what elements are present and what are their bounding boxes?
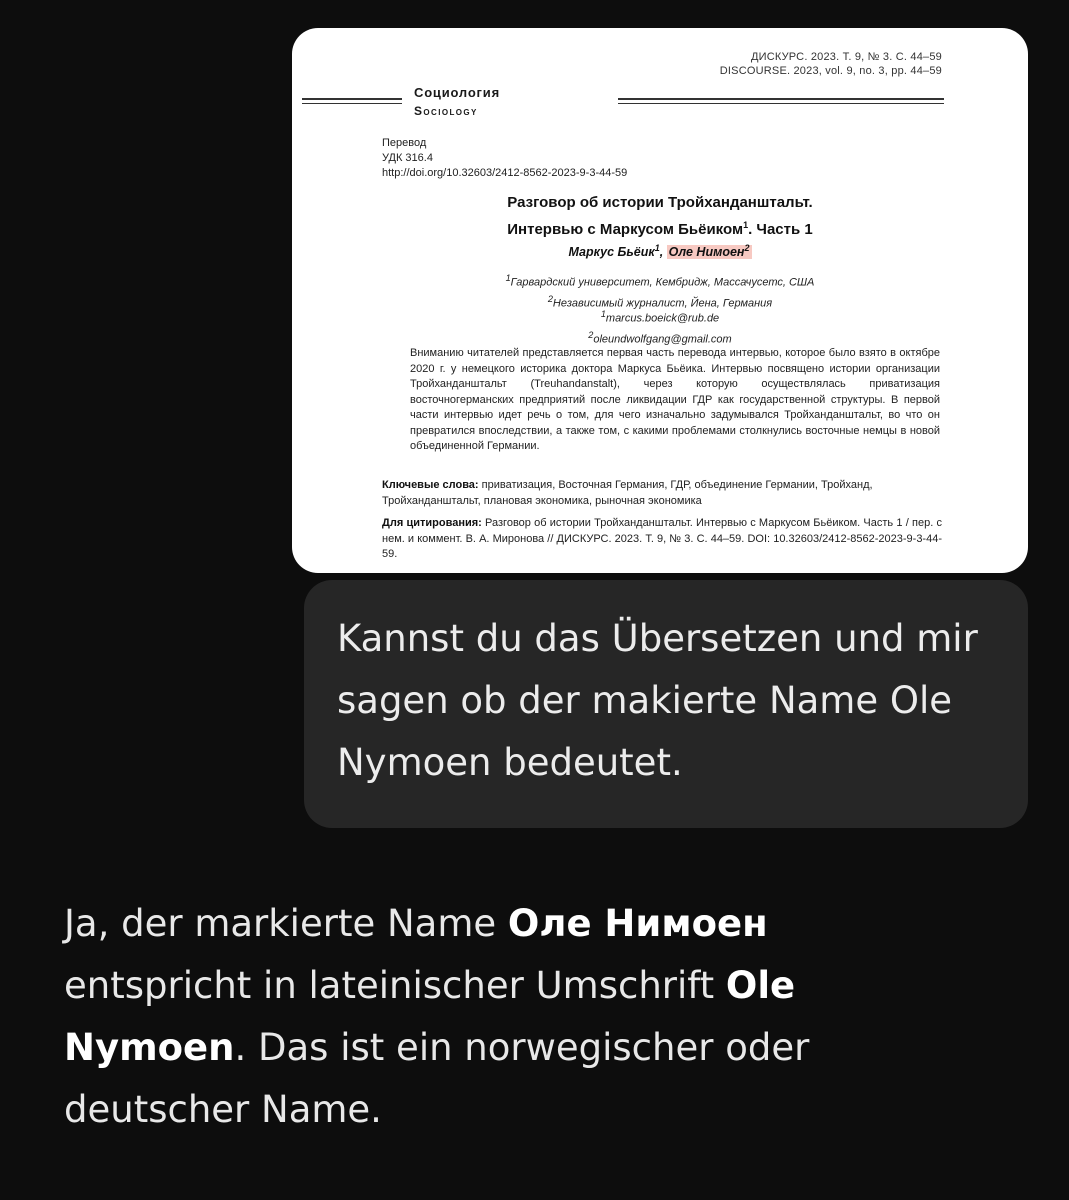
user-message-bubble xyxy=(304,580,1028,828)
article-abstract: Вниманию читателей представляется первая часть перевода интервью, которое было взято в октябре 2020 г. у немецкого историка доктора Маркуса Бьёика. Интервью посвящено истории организации Тройханданштальт (Treuhandanstalt), через которую осуществлялась приватизация восточногерманских предприятий после ликвидации ГДР как государственной структуры. В первой части интервью идет речь о том, для чего изначально задумывался Тройханданштальт, во что он превратился впоследствии, а также том, с какими проблемами столкнулись восточные немцы в новой объединенной Германии. xyxy=(410,347,940,452)
journal-meta-en: DISCOURSE. 2023, vol. 9, no. 3, pp. 44–59 xyxy=(719,65,942,77)
title-footnote: 1 xyxy=(743,220,749,230)
assistant-bold-cyrillic-name: Оле Нимоен xyxy=(507,902,768,945)
header-rule-right xyxy=(618,98,944,104)
email-1 xyxy=(292,306,1028,327)
section-heading xyxy=(414,84,500,120)
author-1-sup: 1 xyxy=(654,243,660,253)
title-line-1: Разговор об истории Тройханданштальт. xyxy=(507,194,813,211)
author-2-sup: 2 xyxy=(744,243,750,253)
affiliation-1 xyxy=(292,270,1028,291)
keywords-text: приватизация, Восточная Германия, ГДР, объединение Германии, Тройханд, Тройханданштальт, плановая экономика, рыночная экономика xyxy=(382,479,873,507)
title-line-2-end: . Часть 1 xyxy=(748,221,813,238)
assistant-text-3: . Das ist ein norwegischer oder deutscher Name. xyxy=(64,1026,810,1131)
email-2-sup: 2 xyxy=(588,329,594,340)
title-line-2-text: Интервью с Маркусом Бьёиком xyxy=(507,221,744,238)
user-message-text: Kannst du das Übersetzen und mir sagen ob der makierte Name Ole Nymoen bedeutet. xyxy=(337,617,978,784)
section-ru: Социология xyxy=(414,85,500,100)
email-2-text: oleundwolfgang@gmail.com xyxy=(593,333,732,346)
affiliation-2-text: Независимый журналист, Йена, Германия xyxy=(552,297,773,310)
affiliation-2-sup: 2 xyxy=(547,293,553,304)
email-1-text: marcus.boeick@rub.de xyxy=(605,312,720,325)
author-1: Маркус Бьёик xyxy=(568,245,655,260)
email-1-sup: 1 xyxy=(600,309,606,319)
section-en: Sociology xyxy=(414,104,478,118)
author-2-highlighted xyxy=(667,245,752,259)
title-line-2 xyxy=(292,214,1028,241)
keywords-label: Ключевые слова: xyxy=(382,479,479,491)
assistant-message xyxy=(64,893,964,1141)
assistant-text-1: Ja, der markierte Name xyxy=(64,902,508,945)
doc-identifiers xyxy=(382,136,627,181)
citation-text: Разговор об истории Тройханданштальт. Интервью с Маркусом Бьёиком. Часть 1 / пер. с нем. и коммент. В. А. Миронова // ДИСКУРС. 2023. Т. 9, № 3. С. 44–59. DOI: 10.32603/2412-8562-2023-9-3-44-59. xyxy=(382,517,942,560)
doi-url: http://doi.org/10.32603/2412-8562-2023-9-3-44-59 xyxy=(382,167,628,179)
journal-meta-ru: ДИСКУРС. 2023. Т. 9, № 3. С. 44–59 xyxy=(750,51,942,63)
label-translation: Перевод xyxy=(382,137,427,149)
email-2 xyxy=(292,327,1028,348)
article-keywords xyxy=(382,478,942,509)
citation xyxy=(382,516,942,563)
author-separator: , xyxy=(659,245,667,260)
article-title xyxy=(292,192,1028,241)
affiliation-1-text: Гарвардский университет, Кембридж, Массачусетс, США xyxy=(510,276,815,289)
udc-code: УДК 316.4 xyxy=(382,152,433,164)
assistant-bold-latin-name: Ole Nymoen xyxy=(64,964,796,1069)
author-emails xyxy=(292,306,1028,347)
affiliation-1-sup: 1 xyxy=(505,273,511,283)
author-2: Оле Нимоен xyxy=(668,245,745,260)
journal-meta xyxy=(720,50,942,78)
attached-image[interactable] xyxy=(292,28,1028,573)
article-authors xyxy=(292,243,1028,259)
header-rule-left xyxy=(302,98,402,104)
assistant-text-2: entspricht in lateinischer Umschrift xyxy=(64,964,726,1007)
citation-label: Для цитирования: xyxy=(382,517,482,529)
